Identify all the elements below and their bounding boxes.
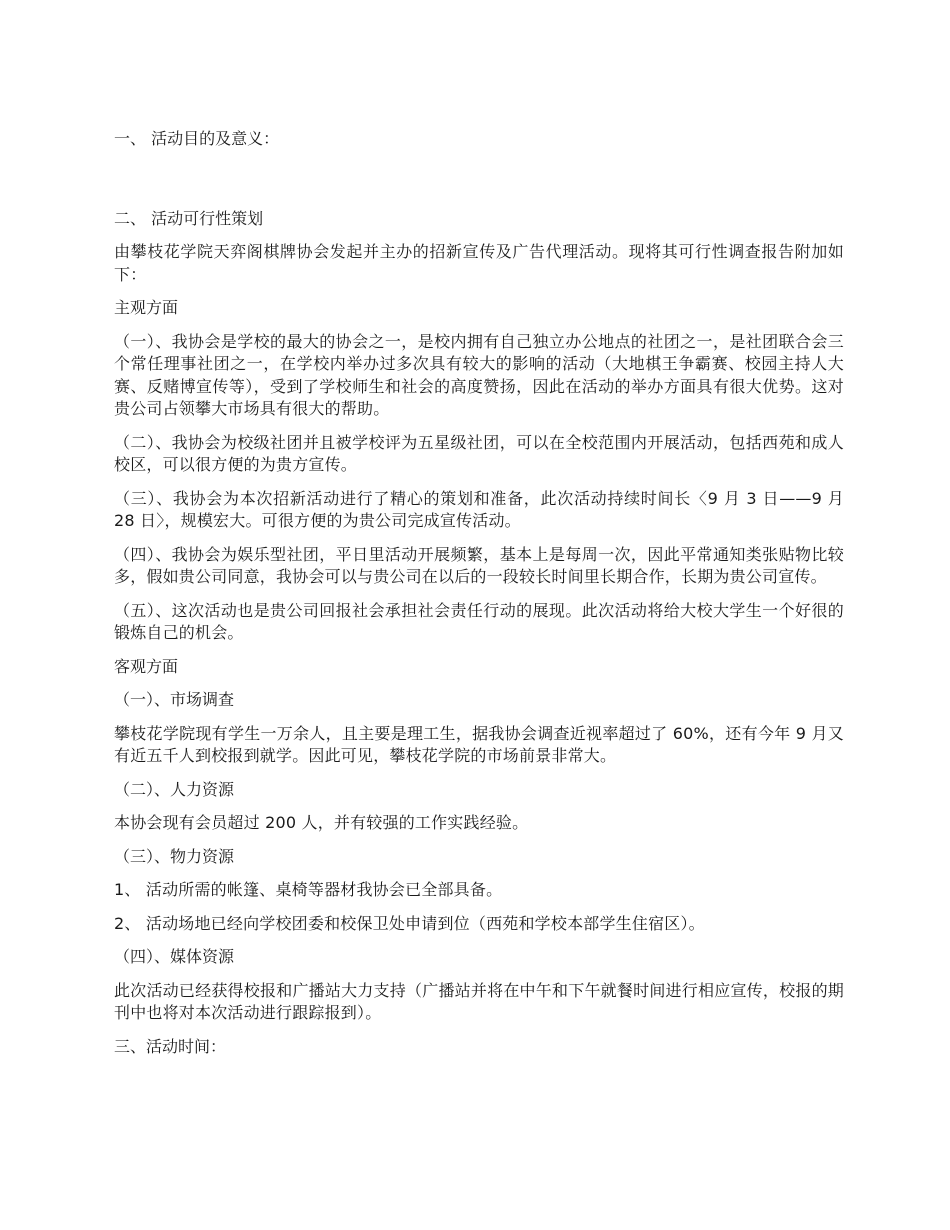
- document-page: [114, 128, 844, 1058]
- subjective-item-1: （一）、我协会是学校的最大的协会之一，是校内拥有自己独立办公地点的社团之一，是社团联合会三个常任理事社团之一，在学校内举办过多次具有较大的影响的活动（大地棋王争霸赛、校园主持人大赛、反赌博宣传等），受到了学校师生和社会的高度赞扬，因此在活动的举办方面具有很大优势。这对贵公司占领攀大市场具有很大的帮助。: [114, 331, 844, 418]
- section-3-heading: 三、活动时间：: [114, 1036, 227, 1056]
- market-heading: （一）、市场调查: [114, 690, 235, 709]
- subjective-heading: 主观方面: [114, 298, 179, 317]
- material-heading: （三）、物力资源: [114, 846, 235, 866]
- subjective-item-3: （三）、我协会为本次招新活动进行了精心的策划和准备，此次活动持续时间长〈9 月 3 日——9 月 28 日〉，规模宏大。可很方便的为贵公司完成宣传活动。: [114, 488, 844, 530]
- intro-paragraph: 由攀枝花学院天弈阁棋牌协会发起并主办的招新宣传及广告代理活动。现将其可行性调查报告附加如下：: [114, 242, 844, 284]
- section-1-heading: 一、 活动目的及意义：: [114, 129, 280, 148]
- media-heading: （四）、媒体资源: [114, 947, 235, 966]
- hr-heading: （二）、人力资源: [114, 779, 235, 799]
- hr-paragraph: 本协会现有会员超过 200 人，并有较强的工作实践经验。: [114, 813, 529, 832]
- media-paragraph: 此次活动已经获得校报和广播站大力支持（广播站并将在中午和下午就餐时间进行相应宣传，校报的期刊中也将对本次活动进行跟踪报到）。: [114, 980, 844, 1022]
- subjective-item-4: （四）、我协会为娱乐型社团，平日里活动开展频繁，基本上是每周一次，因此平常通知类张贴物比较多，假如贵公司同意，我协会可以与贵公司在以后的一段较长时间里长期合作，长期为贵公司宣传。: [114, 544, 844, 586]
- subjective-item-5: （五）、这次活动也是贵公司回报社会承担社会责任行动的展现。此次活动将给大校大学生一个好很的锻炼自己的机会。: [114, 600, 844, 642]
- material-item-1: 1、 活动所需的帐篷、桌椅等器材我协会已全部具备。: [114, 880, 503, 899]
- market-paragraph: 攀枝花学院现有学生一万余人，且主要是理工生，据我协会调查近视率超过了 60%，还有今年 9 月又有近五千人到校报到就学。因此可见，攀枝花学院的市场前景非常大。: [114, 723, 844, 765]
- objective-heading: 客观方面: [114, 656, 179, 676]
- subjective-item-2: （二）、我协会为校级社团并且被学校评为五星级社团，可以在全校范围内开展活动，包括西苑和成人校区，可以很方便的为贵方宣传。: [114, 432, 844, 474]
- section-2-heading: 二、 活动可行性策划: [114, 208, 264, 228]
- material-item-2: 2、 活动场地已经向学校团委和校保卫处申请到位（西苑和学校本部学生住宿区）。: [114, 913, 705, 933]
